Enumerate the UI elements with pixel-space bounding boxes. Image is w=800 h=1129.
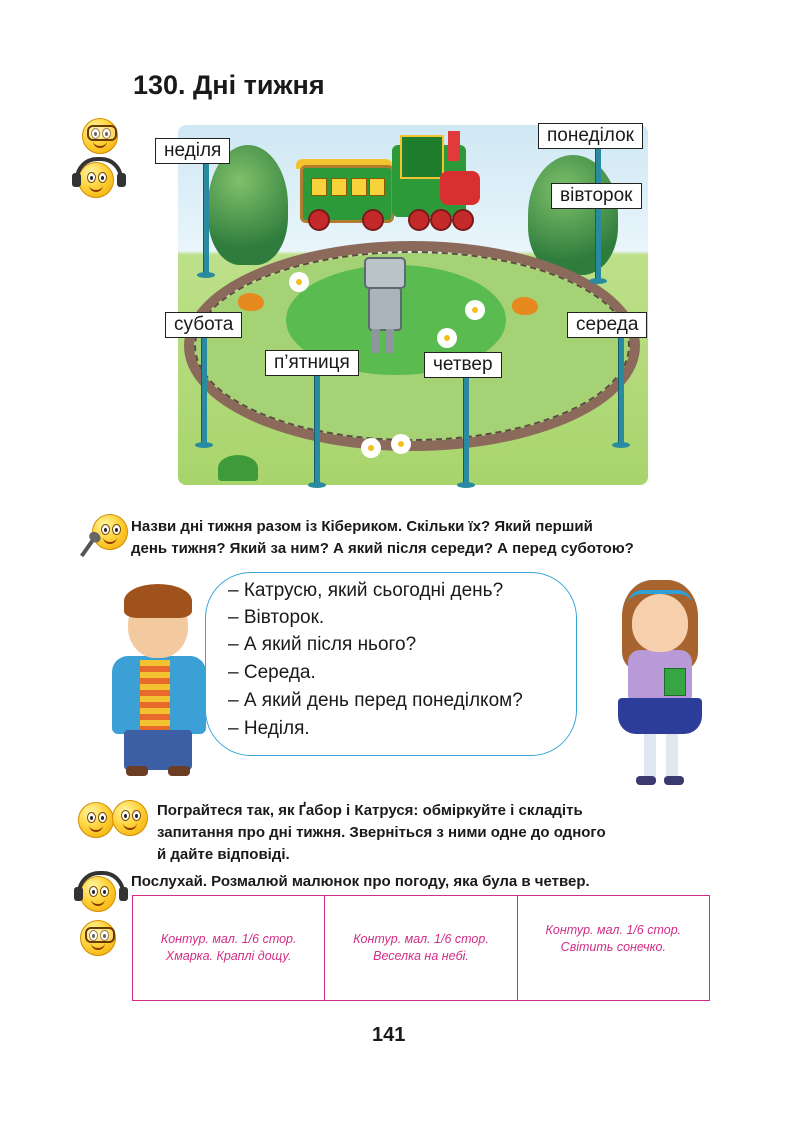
bird-right [512,297,538,315]
box-caption: Контур. мал. 1/6 стор. [353,932,489,946]
flower [292,275,306,289]
train-scene-illustration [178,125,648,485]
sign-wednesday: середа [567,312,647,338]
sign-sunday: неділя [155,138,230,164]
pair-emoji-icon-2 [112,800,148,836]
box-caption: Світить сонечко. [560,940,666,954]
sign-thursday: четвер [424,352,502,378]
flower [364,441,378,455]
page-title: 130. Дні тижня [133,70,325,100]
task2-line1: Пограйтеся так, як Ґабор і Катруся: обміркуйте і складіть [157,802,583,819]
drawing-box-rain[interactable] [133,896,325,1000]
box-caption: Контур. мал. 1/6 стор. [545,923,682,937]
tree-right [528,155,618,275]
listen-draw-emoji-icon [80,920,116,956]
task2-line2: запитання про дні тижня. Зверніться з ними одне до одного [157,824,606,841]
task1-line2: день тижня? Який за ним? А який після середи? А перед суботою? [131,540,634,557]
listen-emoji-icon-2 [80,876,116,912]
sign-saturday: субота [165,312,242,338]
green-book [664,668,686,696]
flower [468,303,482,317]
bird-left [238,293,264,311]
task1-line1: Назви дні тижня разом із Кібериком. Скільки їх? Який перший [131,518,593,535]
dialogue-line: – Середа. [228,662,316,683]
dialogue-line: – А який після нього? [228,634,417,655]
dialogue-line: – А який день перед понеділком? [228,690,523,711]
look-emoji-icon [82,118,118,154]
task2-line3: й дайте відповіді. [157,846,290,863]
sign-tuesday: вівторок [551,183,642,209]
box-caption: Хмарка. Краплі дощу. [165,949,292,963]
sign-friday: п’ятниця [265,350,359,376]
bush [218,455,258,481]
listen-emoji-icon [78,162,114,198]
flower [440,331,454,345]
dialogue-line: – Вівторок. [228,607,325,628]
drawing-box-rainbow[interactable] [325,896,517,1000]
microphone-icon [80,537,96,557]
dialogue-line: – Неділя. [228,718,310,739]
box-caption: Контур. мал. 1/6 стор. [160,932,297,946]
robot-kiberyk [364,257,406,289]
drawing-boxes [132,895,710,1001]
dialogue-line: – Катрусю, який сьогодні день? [228,580,504,601]
flower [394,437,408,451]
box-caption: Веселка на небі. [373,949,469,963]
sign-monday: понеділок [538,123,643,149]
drawing-box-sun[interactable] [518,896,709,1000]
page-number: 141 [372,1024,406,1046]
task3-text: Послухай. Розмалюй малюнок про погоду, яка була в четвер. [131,873,590,890]
pair-emoji-icon [78,802,114,838]
